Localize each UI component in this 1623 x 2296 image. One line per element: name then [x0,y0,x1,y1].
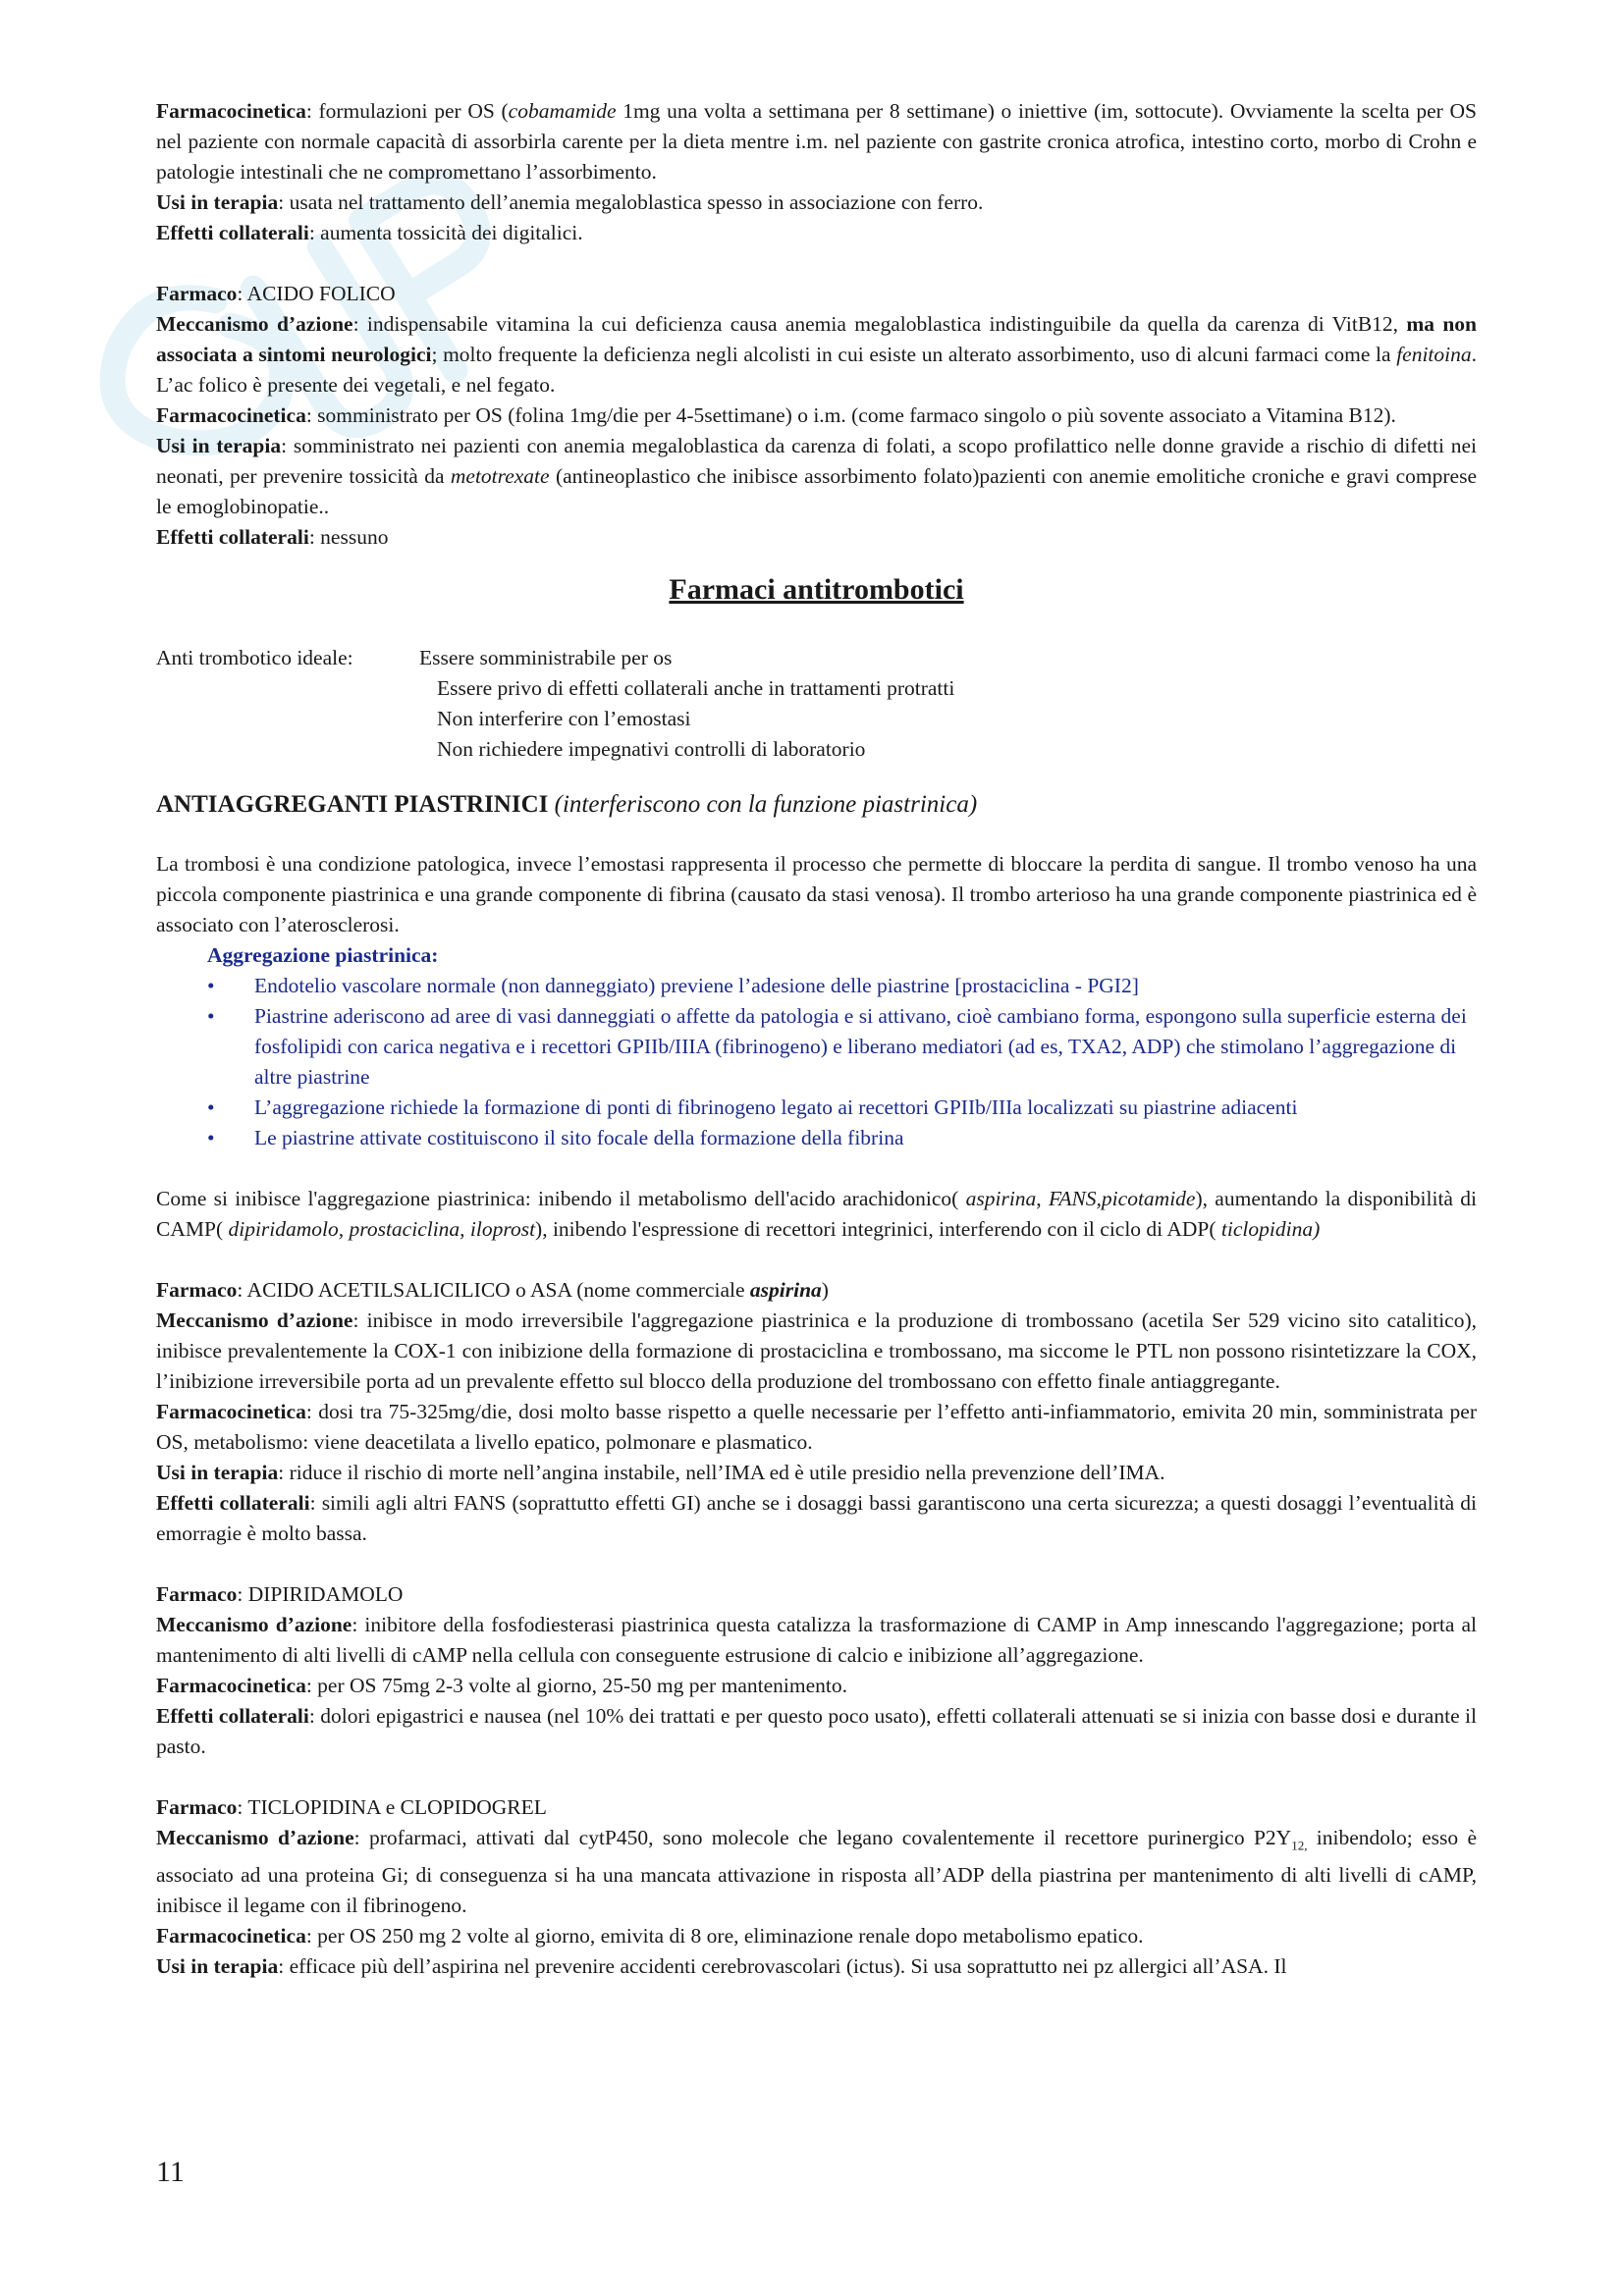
dipi-effetti: Effetti collaterali: dolori epigastrici e nausea (nel 10% dei trattati e per questo poco usato), effetti collaterali attenuati se si inizia con basse dosi e durante il pasto. [156,1704,1477,1758]
antiaggreganti-intro: La trombosi è una condizione patologica, invece l’emostasi rappresenta il processo che permette di bloccare la perdita di sangue. Il trombo venoso ha una piccola componente piastrinica e una grande componente di fibrina (causato da stasi venosa). Il trombo arterioso ha una grande componente piastrinica ed è associato con l’aterosclerosi. [156,852,1477,936]
vitb12-usi: Usi in terapia: usata nel trattamento dell’anemia megaloblastica spesso in associazione con ferro. [156,190,984,214]
vitb12-farmacocinetica: Farmacocinetica: formulazioni per OS (cobamamide 1mg una volta a settimana per 8 settimane) o iniettive (im, sottocute). Ovviamente la scelta per OS nel paziente con normale capacità di assorbirla carente per la dieta mentre i.m. nel paziente con gastrite cronica atrofica, intestino corto, morbo di Crohn e patologie intestinali che ne compromettano l’assorbimento. [156,99,1478,184]
ideal-item: Non interferire con l’emostasi [437,707,691,730]
ticlo-meccanismo: Meccanismo d’azione: profarmaci, attivati dal cytP450, sono molecole che legano covalentemente il recettore purinergico $P2Y_{12,}$ inibendolo; esso è associato ad una proteina Gi; di conseguenza si ha una mancata attivazione in risposta all’ADP della piastrina per mantenimento di alti livelli di cAMP, inibisce il legame con il fibrinogeno. [156,1826,1477,1918]
ideal-item: Non richiedere impegnativi controlli di laboratorio [437,737,866,761]
ideal-item: Essere somministrabile per os [419,646,673,669]
page-number: 11 [156,2156,185,2188]
asa-effetti: Effetti collaterali: simili agli altri FANS (soprattutto effetti GI) anche se i dosaggi bassi garantiscono una certa sicurezza; a questi dosaggi l’eventualità di emorragie è molto bassa. [156,1491,1477,1545]
vitb12-effetti: Effetti collaterali: aumenta tossicità dei digitalici. [156,221,583,244]
ideal-antithrombotic [156,643,1477,765]
asa-farmacocinetica: Farmacocinetica: dosi tra 75-325mg/die, dosi molto basse rispetto a quelle necessarie per l’effetto anti-infiammatorio, emivita 20 min, somministrata per OS, metabolismo: viene deacetilata a livello epatico, polmonare e plasmatico. [156,1400,1477,1454]
folico-farmaco: Farmaco: ACIDO FOLICO [156,282,396,305]
list-item: • Piastrine aderiscono ad aree di vasi danneggiati o affette da patologia e si attivano, cioè cambiano forma, espongono sulla superficie esterna dei fosfolipidi con carica negativa e i recettori GPIIb/IIIA (fibrinogeno) e liberano mediatori (ad es, TXA2, ADP) che stimolano l’aggregazione di altre piastrine [207,1004,1467,1089]
list-item: • Endotelio vascolare normale (non danneggiato) previene l’adesione delle piastrine [prostaciclina - PGI2] [207,974,1139,997]
document-page [156,96,1477,1982]
folico-usi: Usi in terapia: somministrato nei pazienti con anemia megaloblastica da carenza di folati, a scopo profilattico nelle donne gravide a rischio di difetti nei neonati, per prevenire tossicità da metotrexate (antineoplastico che inibisce assorbimento folato)pazienti con anemie emolitiche croniche e gravi comprese le emoglobinopatie.. [156,434,1478,518]
dipi-farmacocinetica: Farmacocinetica: per OS 75mg 2-3 volte al giorno, 25-50 mg per mantenimento. [156,1674,847,1697]
asa-meccanismo: Meccanismo d’azione: inibisce in modo irreversibile l'aggregazione piastrinica e la produzione di trombossano (acetila Ser 529 vicino sito catalitico), inibisce prevalentemente la COX-1 con inibizione della formazione di prostaciclina e trombossano, ma siccome le PTL non possono risintetizzare la COX, l’inibizione irreversibile porta ad un prevalente effetto sul blocco della produzione del trombossano con effetto finale antiaggregante. [156,1308,1477,1393]
ticlo-usi: Usi in terapia: efficace più dell’aspirina nel prevenire accidenti cerebrovascolari (ictus). Si usa soprattutto nei pz allergici all’ASA. Il [156,1954,1287,1979]
list-item: • Le piastrine attivate costituiscono il sito focale della formazione della fibrina [207,1126,904,1149]
list-item: • L’aggregazione richiede la formazione di ponti di fibrinogeno legato ai recettori GPIIb/IIIa localizzati su piastrine adiacenti [207,1095,1298,1119]
asa-farmaco: Farmaco: ACIDO ACETILSALICILICO o ASA (nome commerciale aspirina) [156,1278,829,1302]
aggregazione-list [156,971,1477,1153]
ideal-list [402,643,954,765]
aggregazione-title: Aggregazione piastrinica: [207,943,439,967]
ideal-item: Essere privo di effetti collaterali anche in trattamenti protratti [437,676,955,700]
asa-usi: Usi in terapia: riduce il rischio di morte nell’angina instabile, nell’IMA ed è utile presidio nella prevenzione dell’IMA. [156,1461,1165,1484]
folico-meccanismo: Meccanismo d’azione: indispensabile vitamina la cui deficienza causa anemia megaloblastica indistinguibile da quella da carenza di VitB12, ma non associata a sintomi neurologici; molto frequente la deficienza negli alcolisti in cui esiste un alterato assorbimento, uso di alcuni farmaci come la fenitoina. L’ac folico è presente dei vegetali, e nel fegato. [156,312,1477,397]
antiaggreganti-heading: ANTIAGGREGANTI PIASTRINICI (interferiscono con la funzione piastrinica) [156,791,978,818]
dipi-farmaco: Farmaco: DIPIRIDAMOLO [156,1582,404,1606]
section-title: Farmaci antitrombotici [669,573,964,606]
dipi-meccanismo: Meccanismo d’azione: inibitore della fosfodiesterasi piastrinica questa catalizza la trasformazione di CAMP in Amp innescando l'aggregazione; porta al mantenimento di alti livelli di cAMP nella cellula con conseguente estrusione di calcio e inibizione all’aggregazione. [156,1613,1477,1667]
ticlo-farmaco: Farmaco: TICLOPIDINA e CLOPIDOGREL [156,1795,547,1819]
folico-effetti: Effetti collaterali: nessuno [156,525,389,549]
ticlo-farmacocinetica: Farmacocinetica: per OS 250 mg 2 volte al giorno, emivita di 8 ore, eliminazione renale dopo metabolismo epatico. [156,1924,1144,1949]
come-inibire: Come si inibisce l'aggregazione piastrinica: inibendo il metabolismo dell'acido arachidonico( aspirina, FANS,picotamide), aumentando la disponibilità di CAMP( dipiridamolo, prostaciclina, iloprost), inibendo l'espressione di recettori integrinici, interferendo con il ciclo di ADP( ticlopidina) [156,1187,1477,1241]
ideal-label: Anti trombotico ideale: [156,646,353,669]
folico-farmacocinetica: Farmacocinetica: somministrato per OS (folina 1mg/die per 4-5settimane) o i.m. (come farmaco singolo o più sovente associato a Vitamina B12). [156,403,1396,427]
